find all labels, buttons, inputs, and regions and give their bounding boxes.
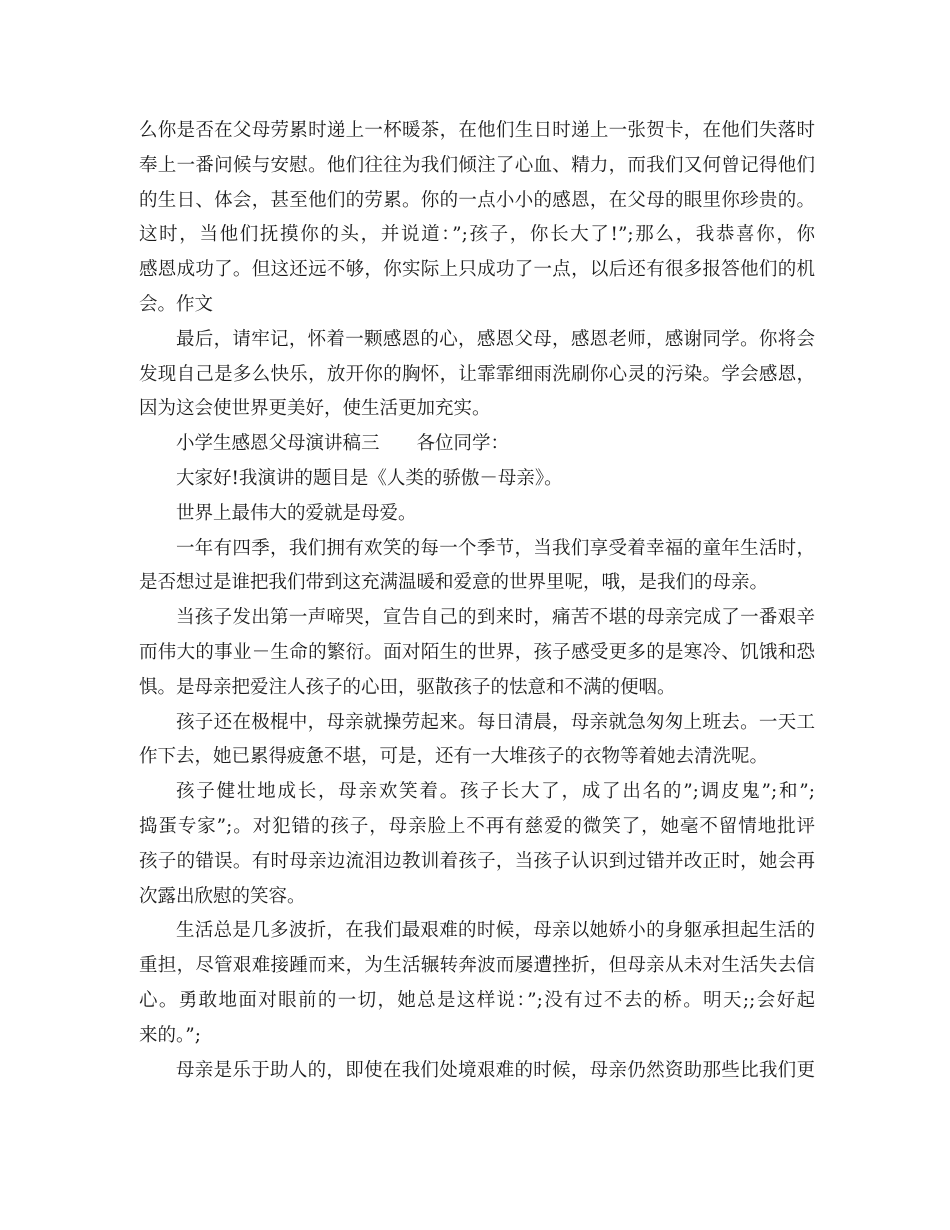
text-line: 是否想过是谁把我们带到这充满温暖和爱意的世界里呢，哦，是我们的母亲。 [139,572,769,594]
text-line: 一年有四季，我们拥有欢笑的每一个季节，当我们享受着幸福的童年生活时， [176,537,815,559]
text-line: 世界上最伟大的爱就是母爱。 [176,502,417,524]
text-line: 而伟大的事业－生命的繁衍。面对陌生的世界，孩子感受更多的是寒冷、饥饿和恐 [139,641,815,663]
text-line: 惧。是母亲把爱注人孩子的心田，驱散孩子的怯意和不满的便咽。 [139,676,676,698]
text-line: 发现自己是多么快乐，放开你的胸怀，让霏霏细雨洗刷你心灵的污染。学会感恩， [139,363,815,385]
text-line: 这时，当他们抚摸你的头，并说道：”;孩子，你长大了!”;那么，我恭喜你，你 [139,224,815,246]
text-line: 最后，请牢记，怀着一颗感恩的心，感恩父母，感恩老师，感谢同学。你将会 [176,328,815,350]
text-line: 的生日、体会，甚至他们的劳累。你的一点小小的感恩，在父母的眼里你珍贵的。 [139,189,815,211]
text-line: 么你是否在父母劳累时递上一杯暖茶，在他们生日时递上一张贺卡，在他们失落时 [139,120,815,141]
text-line: 感恩成功了。但这还远不够，你实际上只成功了一点，以后还有很多报答他们的机 [139,259,815,281]
text-line: 来的。”; [139,1024,201,1046]
text-line: 次露出欣慰的笑容。 [139,885,306,907]
text-line: 孩子还在极棍中，母亲就操劳起来。每日清晨，母亲就急匆匆上班去。一天工 [176,711,815,733]
text-line: 大家好!我演讲的题目是《人类的骄傲－母亲》。 [176,467,563,489]
text-line: 孩子健壮地成长，母亲欢笑着。孩子长大了，成了出名的”;调皮鬼”;和”; [176,781,815,803]
text-line: 因为这会使世界更美好，使生活更加充实。 [139,398,491,420]
text-line: 当孩子发出第一声啼哭，宣告自己的到来时，痛苦不堪的母亲完成了一番艰辛 [176,607,815,629]
text-line: 心。勇敢地面对眼前的一切，她总是这样说：”;没有过不去的桥。明天;;会好起 [139,989,815,1011]
text-line: 孩子的错误。有时母亲边流泪边教训着孩子，当孩子认识到过错并改正时，她会再 [139,850,815,872]
text-line: 母亲是乐于助人的，即使在我们处境艰难的时候，母亲仍然资助那些比我们更 [176,1059,815,1081]
text-line: 会。作文 [139,293,214,315]
text-line: 生活总是几多波折，在我们最艰难的时候，母亲以她娇小的身躯承担起生活的 [176,920,815,942]
text-line: 重担，尽管艰难接踵而来，为生活辗转奔波而屡遭挫折，但母亲从未对生活失去信 [139,955,815,977]
text-line: 作下去，她已累得疲惫不堪，可是，还有一大堆孩子的衣物等着她去清洗呢。 [139,746,769,768]
document-body [139,114,815,1088]
text-line: 小学生感恩父母演讲稿三 各位同学： [176,433,510,455]
text-line: 捣蛋专家”;。对犯错的孩子，母亲脸上不再有慈爱的微笑了，她毫不留情地批评 [139,815,815,837]
text-line: 奉上一番问候与安慰。他们往往为我们倾注了心血、精力，而我们又何曾记得他们 [139,154,815,176]
